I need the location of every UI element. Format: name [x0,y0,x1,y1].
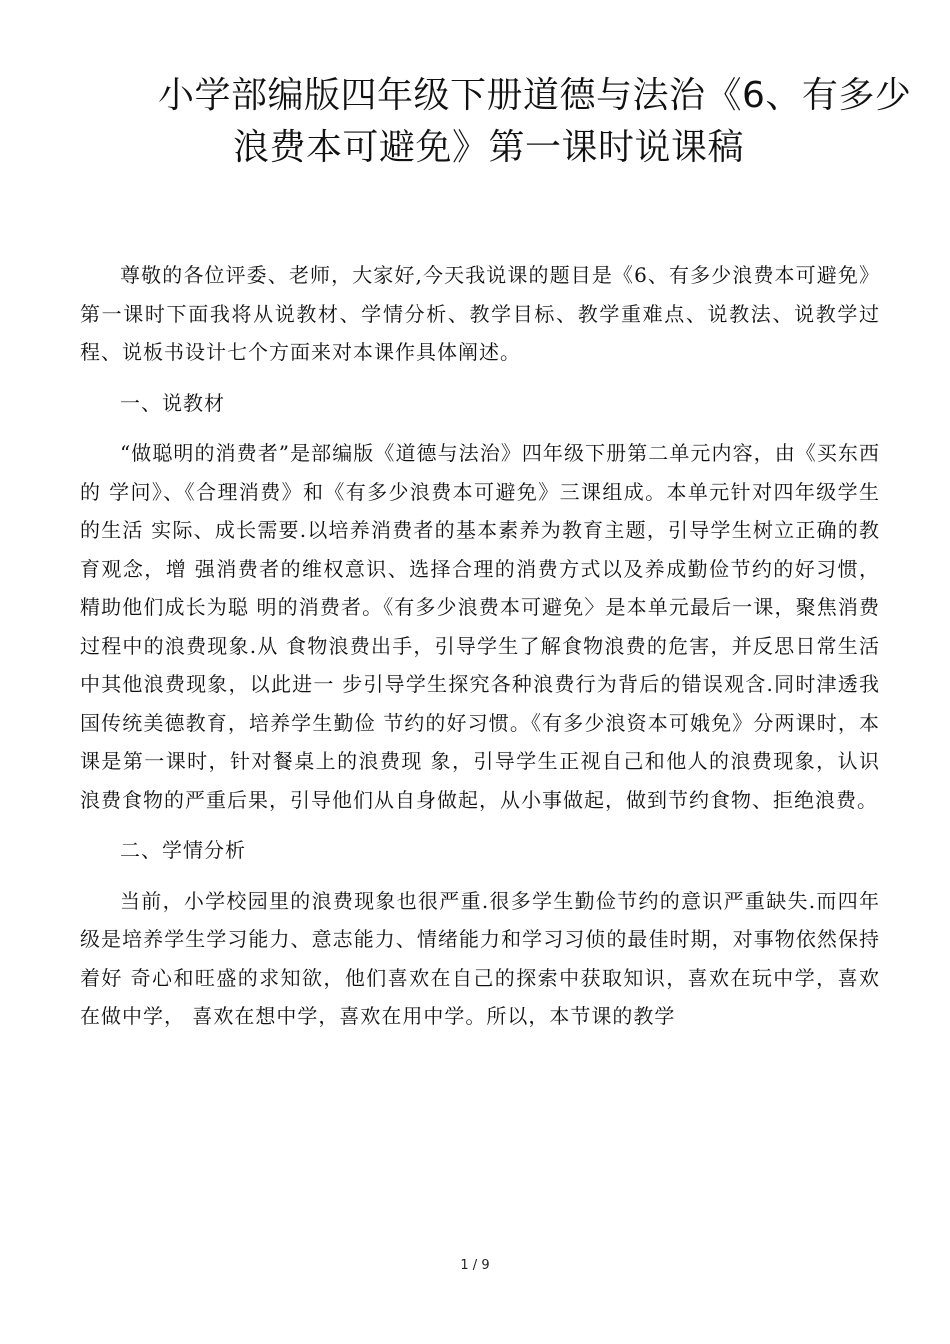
document-body [80,256,880,1048]
section-heading-textbook: 一、说教材 [120,390,225,415]
textbook-paragraph: “做聪明的消费者”是部编版《道德与法治》四年级下册第二单元内容，由《买东西的 学问》、《合理消费》和《有多少浪费本可避免》三课组成。本单元针对四年级学生的生活 实际、成长需要.以培养消费者的基本素养为教育主题，引导学生树立正确的教育观念，增 强消费者的维权意识、选择合理的消费方式以及养成勤俭节约的好习惯，精助他们成长为聪 明的消费者。《有多少浪费本可避免〉是本单元最后一课，聚焦消费过程中的浪费现象.从 食物浪费出手，引导学生了解食物浪费的危害，并反思日常生活中其他浪费现象，以此进一 步引导学生探究各种浪费行为背后的错误观含.同时津透我国传统美德教育，培养学生勤俭 节约的好习惯。《有多少浪资本可娥免》分两课时，本课是第一课时，针对餐桌上的浪费现 象，引导学生正视自己和他人的浪费现象，认识浪费食物的严重后果，引导他们从自身做起，从小事做起，做到节约食物、拒绝浪费。 [80,441,880,812]
intro-paragraph: 尊敬的各位评委、老师，大家好,今天我说课的题目是《6、有多少浪费本可避免》第一课时下面我将从说教材、学情分析、教学目标、教学重难点、说教法、说教学过程、说板书设计七个方面来对本课作具体阐述。 [80,263,880,364]
page-number: 1 / 9 [460,1258,490,1273]
student-analysis-paragraph: 当前，小学校园里的浪费现象也很严重.很多学生勤俭节约的意识严重缺失.而四年 级是培养学生学习能力、意志能力、情绪能力和学习习侦的最佳时期，对事物依然保持着好 奇心和旺盛的求知欲，他们喜欢在自己的探索中获取知识，喜欢在玩中学，喜欢在做中学， 喜欢在想中学，喜欢在用中学。所以，本节课的教学 [80,888,880,1028]
title-line-2: 浪费本可避免》第一课时说课稿 [233,127,745,168]
title-line-1: 小学部编版四年级下册道德与法治《6、有多少 [158,75,912,116]
section-heading-student-analysis: 二、学情分析 [120,838,246,862]
document-title [0,70,950,174]
